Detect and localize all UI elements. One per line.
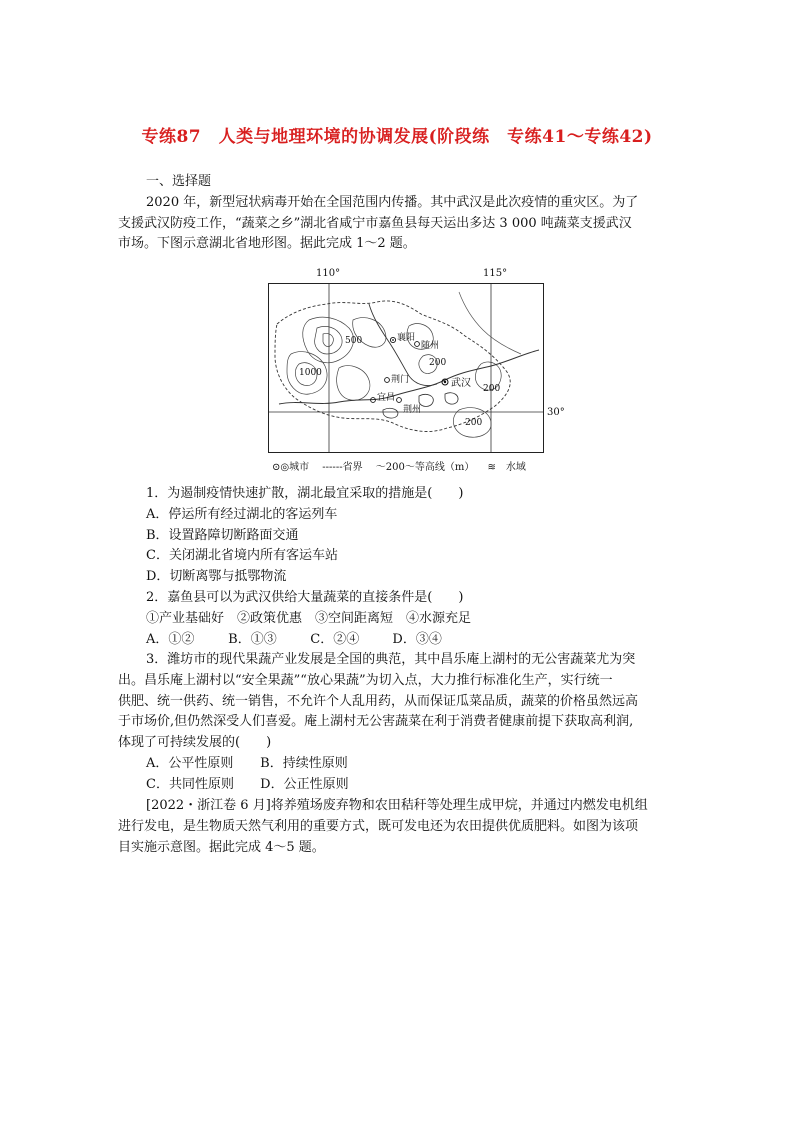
q3-stem-line-1: 3．潍坊市的现代果蔬产业发展是全国的典范，其中昌乐庵上湖村的无公害蔬菜尤为突 xyxy=(146,652,636,667)
q2-option-c: C．②④ xyxy=(310,631,360,647)
map-legend xyxy=(272,458,536,473)
q3-options-row-1 xyxy=(118,754,678,775)
legend-border: ------省界 xyxy=(322,462,363,473)
section-heading: 一、选择题 xyxy=(146,174,212,189)
longitude-115-label: 115° xyxy=(483,268,508,279)
map-label-contour-200-c: 200 xyxy=(465,418,483,428)
map-label-contour-200-a: 200 xyxy=(429,358,447,368)
map-label-contour-500: 500 xyxy=(345,336,363,346)
legend-water: 水域 xyxy=(505,462,526,473)
q1-option-b: B．设置路障切断路面交通 xyxy=(146,527,299,543)
q3-option-b: B．持续性原则 xyxy=(260,755,348,771)
city-marker-suizhou xyxy=(415,342,420,347)
map-label-contour-200-b: 200 xyxy=(483,384,501,394)
q3-options-row-2 xyxy=(118,775,678,796)
question-1 xyxy=(118,484,678,588)
hubei-terrain-map xyxy=(268,264,565,474)
map-label-suizhou: 随州 xyxy=(421,341,440,351)
city-marker-jingzhou xyxy=(397,398,402,403)
question-2 xyxy=(118,588,678,650)
city-marker-wuhan-dot xyxy=(444,381,446,383)
contour-shape-6 xyxy=(337,366,370,401)
intro-section-2 xyxy=(118,796,678,858)
q1-stem: 1．为遏制疫情快速扩散，湖北最宜采取的措施是( ) xyxy=(146,486,464,501)
lake-3 xyxy=(383,408,398,418)
intro-section-1 xyxy=(118,172,678,255)
longitude-110-label: 110° xyxy=(316,268,341,279)
page-title: 专练87 人类与地理环境的协调发展(阶段练 专练41～专练42) xyxy=(141,127,653,147)
q1-option-c: C．关闭湖北省境内所有客运车站 xyxy=(146,548,338,564)
map-label-contour-1000: 1000 xyxy=(299,368,322,378)
lake-2 xyxy=(445,393,458,404)
q3-stem-line-4: 于市场价,但仍然深受人们喜爱。庵上湖村无公害蔬菜在利于消费者健康前提下获取高利润, xyxy=(118,714,634,730)
contour-shape-2 xyxy=(315,326,342,354)
legend-contour: ～200～等高线（m） xyxy=(375,462,475,473)
q2-options-row xyxy=(118,630,678,651)
city-marker-jingmen xyxy=(385,378,390,383)
q2-option-d: D．③④ xyxy=(392,631,442,647)
legend-water-icon: ≋ xyxy=(487,462,496,473)
q3-option-a: A．公平性原则 xyxy=(146,755,234,771)
map-label-jingmen: 荆门 xyxy=(391,375,410,385)
intro1-line-1: 2020 年，新型冠状病毒开始在全国范围内传播。其中武汉是此次疫情的重灾区。为了 xyxy=(146,194,639,210)
intro1-line-3: 市场。下图示意湖北省地形图。据此完成 1～2 题。 xyxy=(118,236,416,252)
contour-shape-3 xyxy=(323,333,333,346)
q3-stem-line-3: 供肥、统一供药、统一销售，不允许个人乱用药，从而保证瓜菜品质，蔬菜的价格虽然远高 xyxy=(118,693,639,709)
q3-option-d: D．公正性原则 xyxy=(260,776,349,792)
q2-stem: 2．嘉鱼县可以为武汉供给大量蔬菜的直接条件是( ) xyxy=(146,590,464,605)
latitude-30-label: 30° xyxy=(547,407,565,418)
q1-option-a: A．停运所有经过湖北的客运列车 xyxy=(146,506,338,522)
intro2-line-1: [2022・浙江卷 6 月]将养殖场废弃物和农田秸秆等处理生成甲烷，并通过内燃发电机组 xyxy=(146,798,648,813)
lake-1 xyxy=(419,394,433,406)
legend-city: ⊙◎城市 xyxy=(272,462,310,473)
map-label-yichang: 宜昌 xyxy=(377,393,396,403)
q1-option-d: D．切断离鄂与抵鄂物流 xyxy=(146,569,287,585)
map-label-wuhan: 武汉 xyxy=(451,378,471,389)
city-marker-xiangyang-dot xyxy=(392,339,394,341)
q3-stem-line-2: 出。昌乐庵上湖村以“安全果蔬”“放心果蔬”为切入点，大力推行标准化生产，实行统一 xyxy=(118,672,613,688)
question-3 xyxy=(118,650,678,796)
q2-items: ①产业基础好 ②政策优惠 ③空间距离短 ④水源充足 xyxy=(146,610,472,626)
map-label-jingzhou: 荆州 xyxy=(403,405,422,415)
intro2-line-3: 目实施示意图。据此完成 4～5 题。 xyxy=(118,839,325,855)
intro1-line-2: 支援武汉防疫工作，“蔬菜之乡”湖北省咸宁市嘉鱼县每天运出多达 3 000 吨蔬菜支援武汉 xyxy=(118,215,632,231)
map-label-xiangyang: 襄阳 xyxy=(397,333,416,343)
q2-option-a: A．①② xyxy=(146,631,195,647)
q3-stem-line-5: 体现了可持续发展的( ) xyxy=(118,735,272,751)
map-frame xyxy=(268,283,544,453)
q3-option-c: C．共同性原则 xyxy=(146,776,234,792)
q2-option-b: B．①③ xyxy=(228,631,277,647)
intro2-line-2: 进行发电，是生物质天然气利用的重要方式，既可发电还为农田提供优质肥料。如图为该项 xyxy=(118,818,639,834)
tributary-river xyxy=(459,292,521,354)
